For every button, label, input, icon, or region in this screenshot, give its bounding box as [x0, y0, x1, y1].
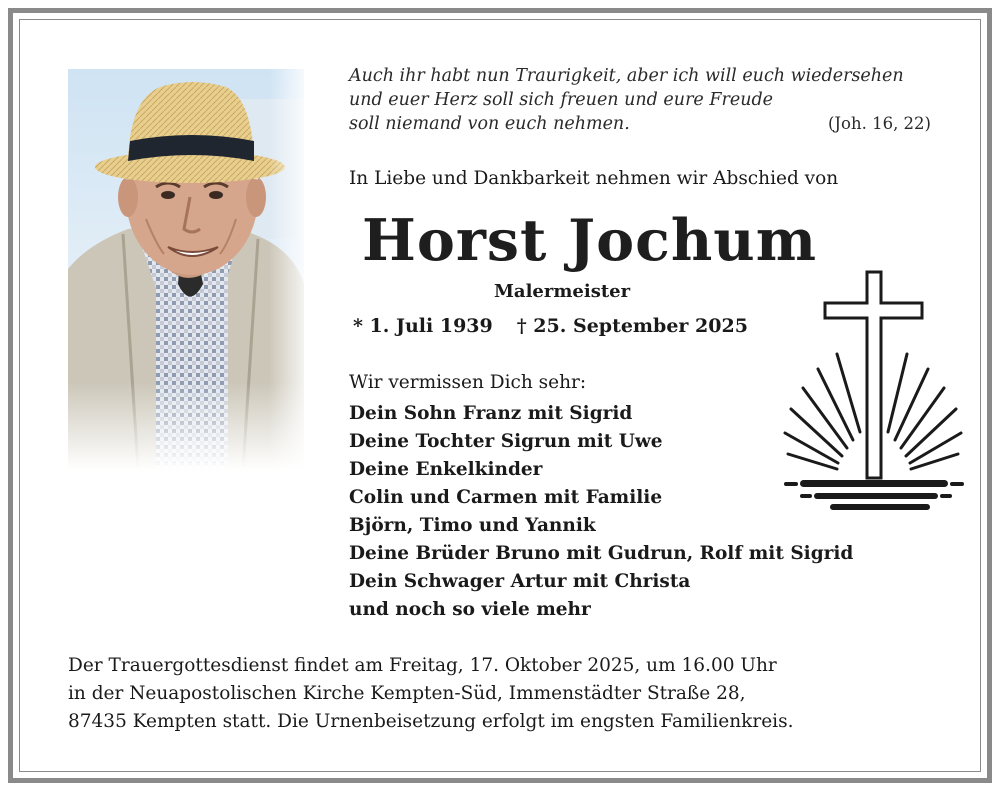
quote-reference: (Joh. 16, 22)	[827, 114, 931, 133]
mourner-line: Dein Sohn Franz mit Sigrid	[349, 403, 633, 424]
service-line: Der Trauergottesdienst findet am Freitag, 17. Oktober 2025, um 16.00 Uhr	[68, 655, 777, 676]
mourner-line: Deine Tochter Sigrun mit Uwe	[349, 431, 663, 452]
mourner-line: Björn, Timo und Yannik	[349, 515, 596, 536]
service-info	[68, 652, 793, 736]
mourners-list	[349, 400, 853, 624]
bible-quote	[349, 64, 934, 136]
quote-line: soll niemand von euch nehmen.	[349, 114, 630, 134]
mourners-intro: Wir vermissen Dich sehr:	[349, 372, 587, 393]
death-date: † 25. September 2025	[516, 315, 748, 337]
mourner-line: Dein Schwager Artur mit Christa	[349, 571, 691, 592]
farewell-intro: In Liebe und Dankbarkeit nehmen wir Abschied von	[349, 168, 839, 189]
deceased-name: Horst Jochum	[362, 207, 818, 274]
mourner-line: Deine Brüder Bruno mit Gudrun, Rolf mit Sigrid	[349, 543, 854, 564]
service-line: 87435 Kempten statt. Die Urnenbeisetzung erfolgt im engsten Familienkreis.	[68, 711, 794, 732]
deceased-profession: Malermeister	[494, 281, 631, 302]
portrait-photo	[68, 69, 304, 470]
quote-line: Auch ihr habt nun Traurigkeit, aber ich will euch wiedersehen	[349, 66, 904, 86]
mourner-line: Deine Enkelkinder	[349, 459, 543, 480]
mourner-line: Colin und Carmen mit Familie	[349, 487, 663, 508]
cross-sunrise-icon	[780, 268, 970, 524]
quote-line: und euer Herz soll sich freuen und eure Freude	[349, 90, 774, 110]
service-line: in der Neuapostolischen Kirche Kempten-Süd, Immenstädter Straße 28,	[68, 683, 746, 704]
life-dates	[353, 315, 748, 337]
birth-date: * 1. Juli 1939	[353, 315, 493, 337]
mourner-line: und noch so viele mehr	[349, 599, 591, 620]
